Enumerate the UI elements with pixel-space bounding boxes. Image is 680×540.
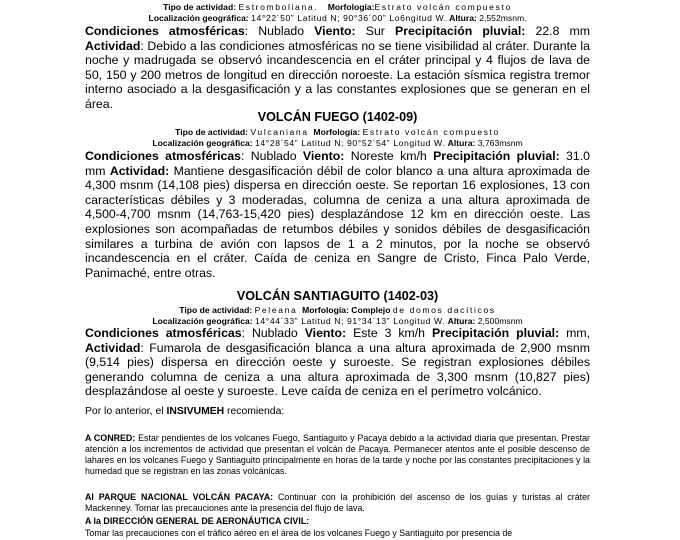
volcano2-report: Condiciones atmosféricas: Nublado Viento: Noreste km/h Precipitación pluvial: 31.0 mm Actividad: Mantiene desgasificación débil de color blanco a una altura aproximada de 4,300 msnm (14,108 pies) dispersa en dirección oeste. Se reportan 16 explosiones, 13 con características débiles y 3 moderadas, columna de ceniza a una altura aproximada de 4,500-4,700 msnm (14,763-15,420 pies) desplazándose 12 km en dirección oeste. Las explosiones son acompañadas de retumbos débiles y sonidos débiles de desgasificación similares a turbina de avión con lapsos de 1 a 2 minutos, por la noche se observó incandescencia en el cráter. Caída de ceniza en Sangre de Cristo, Finca Palo Verde, Panimaché, entre otras. — [85, 149, 591, 280]
volcano2-type-line: Tipo de actividad: Vulcaniana Morfología: Estrato volcán compuesto — [175, 127, 500, 137]
parque-recommendation: Al PARQUE NACIONAL VOLCÁN PACAYA: Continuar con la prohibición del ascenso de los guías y turistas al cráter Mackenney. Tomar las precauciones ante la presencia del flujo de lava. — [85, 492, 590, 513]
volcano1-report: Condiciones atmosféricas: Nublado Viento: Sur Precipitación pluvial: 22.8 mm Actividad: Debido a las condiciones atmosféricas no se tiene visibilidad al cráter. Durante la noche y madrugada se observó incandescencia en el cráter principal y 4 flujos de lava de 50, 150 y 200 metros de longitud en dirección noroeste. La estación sísmica registra tremor interno asociado a la desgasificación y a las constantes explosiones que se generan en el área. — [85, 24, 590, 111]
volcano3-report: Condiciones atmosféricas: Nublado Viento: Este 3 km/h Precipitación pluvial: mm, Actividad: Fumarola de desgasificación blanca a una altura aproximada de 2,900 msnm (9,514 pies) dispersa en dirección oeste y suroeste. Se registran explosiones débiles generando columna de ceniza a una altura aproximada de 3,300 msnm (10,827 pies) desplazándose al oeste y suroeste. Leve caída de ceniza en el perímetro volcánico. — [85, 326, 591, 399]
volcano2-title: VOLCÁN FUEGO (1402-09) — [257, 110, 418, 124]
volcano3-title: VOLCÁN SANTIAGUITO (1402-03) — [236, 289, 439, 303]
volcano3-location-line: Localización geográfica: 14°44´33” Latitud N; 91°34´13” Longitud W. Altura: 2,500msnm — [152, 316, 523, 326]
aeronautica-recommendation-heading: A la DIRECCIÓN GENERAL DE AERONÁUTICA CIVIL: — [85, 516, 310, 526]
volcano1-location-line: Localización geográfica: 14°22´50” Latitud N; 90°36´00” Lo6ngitud W. Altura: 2,552msnm. — [148, 13, 527, 23]
recommendation-intro: Por lo anterior, el INSIVUMEH recomienda: — [85, 406, 285, 417]
volcano2-location-line: Localización geográfica: 14°28´54” Latitud N; 90°52´54” Longitud W. Altura: 3,763msnm — [152, 138, 523, 148]
conred-recommendation: A CONRED: Estar pendientes de los volcanes Fuego, Santiaguito y Pacaya debido a la actividad diaria que presentan. Prestar atención a los incrementos de actividad que presentan el volcán de Pacaya. Permanecer atentos ante el posible descenso de lahares en los volcanes Fuego y Santiaguito principalmente en horas de la tarde y noche por las constantes precipitaciones y la humedad que se registran en las zonas volcánicas. — [85, 433, 591, 476]
aeronautica-recommendation-text: Tomar las precauciones con el tráfico aéreo en el área de los volcanes Fuego y Santiaguito por presencia de — [85, 528, 513, 538]
volcano1-type-line: Tipo de actividad: Estromboliana. Morfología:Estrato volcán compuesto — [163, 2, 512, 12]
volcano3-type-line: Tipo de actividad: Peleana Morfología: Complejo de domos dacíticos — [179, 305, 496, 315]
